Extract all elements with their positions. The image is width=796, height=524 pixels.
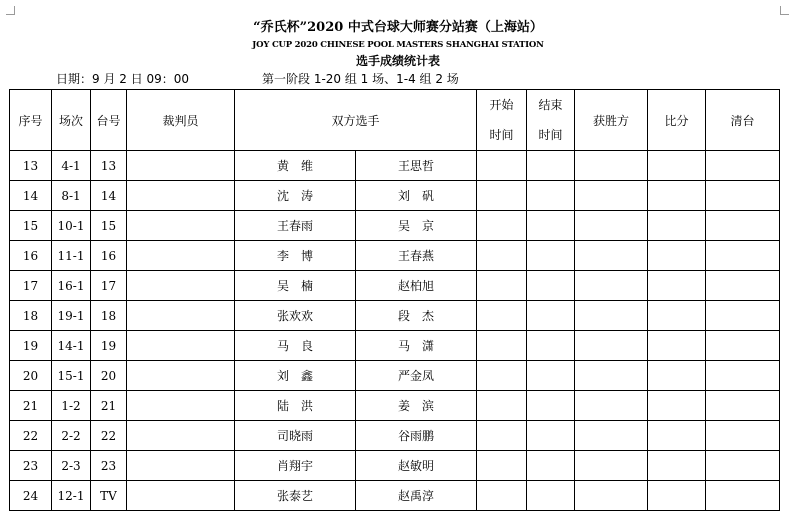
page-corner-mark-right (780, 6, 789, 15)
cell-referee (127, 301, 235, 331)
cell-player-2: 王春燕 (356, 241, 477, 271)
cell-end-time (527, 211, 575, 241)
cell-clear (706, 211, 780, 241)
cell-winner (575, 331, 648, 361)
cell-player-2: 吴 京 (356, 211, 477, 241)
cell-winner (575, 271, 648, 301)
cell-score (648, 301, 706, 331)
header-end-line2: 时间 (538, 128, 563, 142)
header-score: 比分 (648, 90, 706, 151)
cell-player-1: 王春雨 (235, 211, 356, 241)
cell-table: 17 (91, 271, 127, 301)
cell-player-2: 马 潇 (356, 331, 477, 361)
cell-end-time (527, 271, 575, 301)
cell-referee (127, 451, 235, 481)
cell-winner (575, 451, 648, 481)
cell-end-time (527, 301, 575, 331)
cell-end-time (527, 181, 575, 211)
header-start-line2: 时间 (489, 128, 514, 142)
cell-player-1: 沈 涛 (235, 181, 356, 211)
cell-match: 4-1 (52, 151, 91, 181)
cell-end-time (527, 451, 575, 481)
cell-end-time (527, 421, 575, 451)
cell-referee (127, 481, 235, 511)
cell-score (648, 211, 706, 241)
cell-start-time (477, 331, 527, 361)
cell-match: 2-3 (52, 451, 91, 481)
cell-no: 17 (10, 271, 52, 301)
cell-score (648, 151, 706, 181)
cell-winner (575, 421, 648, 451)
cell-table: TV (91, 481, 127, 511)
cell-start-time (477, 301, 527, 331)
cell-no: 21 (10, 391, 52, 421)
table-row (10, 361, 780, 391)
cell-score (648, 391, 706, 421)
cell-player-1: 张泰艺 (235, 481, 356, 511)
cell-match: 15-1 (52, 361, 91, 391)
cell-match: 19-1 (52, 301, 91, 331)
cell-score (648, 331, 706, 361)
header-start-time (477, 90, 527, 151)
cell-table: 23 (91, 451, 127, 481)
cell-no: 13 (10, 151, 52, 181)
cell-score (648, 481, 706, 511)
cell-table: 13 (91, 151, 127, 181)
cell-winner (575, 241, 648, 271)
results-table (9, 89, 780, 511)
cell-start-time (477, 151, 527, 181)
cell-table: 18 (91, 301, 127, 331)
cell-table: 21 (91, 391, 127, 421)
cell-player-2: 刘 矾 (356, 181, 477, 211)
cell-winner (575, 181, 648, 211)
header-winner: 获胜方 (575, 90, 648, 151)
table-row (10, 481, 780, 511)
cell-table: 16 (91, 241, 127, 271)
cell-start-time (477, 211, 527, 241)
cell-referee (127, 181, 235, 211)
cell-end-time (527, 331, 575, 361)
cell-table: 14 (91, 181, 127, 211)
cell-start-time (477, 271, 527, 301)
cell-match: 16-1 (52, 271, 91, 301)
cell-score (648, 241, 706, 271)
cell-table: 15 (91, 211, 127, 241)
cell-clear (706, 181, 780, 211)
cell-player-1: 张欢欢 (235, 301, 356, 331)
cell-match: 11-1 (52, 241, 91, 271)
date-line: 日期：9 月 2 日 09：00 (56, 72, 190, 86)
cell-score (648, 361, 706, 391)
cell-player-1: 吴 楠 (235, 271, 356, 301)
cell-winner (575, 361, 648, 391)
header-table: 台号 (91, 90, 127, 151)
header-clear: 清台 (706, 90, 780, 151)
table-row (10, 451, 780, 481)
cell-start-time (477, 241, 527, 271)
cell-start-time (477, 391, 527, 421)
table-row (10, 331, 780, 361)
cell-start-time (477, 181, 527, 211)
cell-player-1: 陆 洪 (235, 391, 356, 421)
cell-player-2: 王思哲 (356, 151, 477, 181)
cell-player-2: 段 杰 (356, 301, 477, 331)
cell-referee (127, 271, 235, 301)
table-row (10, 301, 780, 331)
cell-clear (706, 481, 780, 511)
table-row (10, 181, 780, 211)
cell-table: 20 (91, 361, 127, 391)
cell-score (648, 181, 706, 211)
cell-player-2: 谷雨鹏 (356, 421, 477, 451)
cell-referee (127, 211, 235, 241)
cell-player-2: 赵柏旭 (356, 271, 477, 301)
cell-end-time (527, 241, 575, 271)
cell-no: 23 (10, 451, 52, 481)
cell-no: 19 (10, 331, 52, 361)
cell-score (648, 271, 706, 301)
cell-winner (575, 151, 648, 181)
cell-match: 14-1 (52, 331, 91, 361)
cell-end-time (527, 361, 575, 391)
header-match: 场次 (52, 90, 91, 151)
table-row (10, 211, 780, 241)
cell-end-time (527, 151, 575, 181)
cell-start-time (477, 481, 527, 511)
cell-clear (706, 361, 780, 391)
cell-player-1: 黄 维 (235, 151, 356, 181)
cell-winner (575, 301, 648, 331)
cell-clear (706, 241, 780, 271)
cell-start-time (477, 361, 527, 391)
document-subtitle: 选手成绩统计表 (355, 54, 440, 68)
cell-player-2: 赵敏明 (356, 451, 477, 481)
cell-no: 22 (10, 421, 52, 451)
document-subtitle-english: JOY CUP 2020 CHINESE POOL MASTERS SHANGHAI STATION (252, 40, 544, 50)
cell-player-1: 马 良 (235, 331, 356, 361)
cell-score (648, 421, 706, 451)
table-header-row (10, 90, 780, 151)
cell-match: 12-1 (52, 481, 91, 511)
cell-referee (127, 241, 235, 271)
cell-referee (127, 331, 235, 361)
cell-player-2: 姜 滨 (356, 391, 477, 421)
table-row (10, 241, 780, 271)
cell-player-2: 赵禹淳 (356, 481, 477, 511)
cell-player-1: 司晓雨 (235, 421, 356, 451)
cell-winner (575, 481, 648, 511)
cell-winner (575, 211, 648, 241)
cell-end-time (527, 391, 575, 421)
cell-clear (706, 421, 780, 451)
page-corner-mark-left (6, 6, 15, 15)
header-end-time (527, 90, 575, 151)
header-no: 序号 (10, 90, 52, 151)
cell-referee (127, 421, 235, 451)
header-referee: 裁判员 (127, 90, 235, 151)
cell-end-time (527, 481, 575, 511)
cell-match: 8-1 (52, 181, 91, 211)
cell-no: 15 (10, 211, 52, 241)
cell-match: 2-2 (52, 421, 91, 451)
cell-no: 24 (10, 481, 52, 511)
cell-player-1: 刘 鑫 (235, 361, 356, 391)
cell-match: 10-1 (52, 211, 91, 241)
cell-clear (706, 151, 780, 181)
header-start-line1: 开始 (489, 98, 514, 112)
stage-line: 第一阶段 1-20 组 1 场、1-4 组 2 场 (262, 72, 459, 86)
header-end-line1: 结束 (538, 98, 563, 112)
header-players: 双方选手 (235, 90, 477, 151)
table-row (10, 421, 780, 451)
cell-clear (706, 271, 780, 301)
cell-start-time (477, 421, 527, 451)
cell-referee (127, 391, 235, 421)
cell-no: 20 (10, 361, 52, 391)
table-row (10, 391, 780, 421)
table-body (10, 151, 780, 511)
cell-player-1: 肖翔宇 (235, 451, 356, 481)
cell-score (648, 451, 706, 481)
cell-clear (706, 331, 780, 361)
cell-player-2: 严金凤 (356, 361, 477, 391)
cell-no: 16 (10, 241, 52, 271)
cell-player-1: 李 博 (235, 241, 356, 271)
document-title: “乔氏杯”2020 中式台球大师赛分站赛（上海站） (253, 20, 543, 35)
cell-winner (575, 391, 648, 421)
cell-table: 22 (91, 421, 127, 451)
cell-clear (706, 301, 780, 331)
cell-table: 19 (91, 331, 127, 361)
cell-no: 14 (10, 181, 52, 211)
cell-clear (706, 451, 780, 481)
cell-match: 1-2 (52, 391, 91, 421)
cell-referee (127, 151, 235, 181)
table-row (10, 151, 780, 181)
cell-no: 18 (10, 301, 52, 331)
cell-referee (127, 361, 235, 391)
cell-clear (706, 391, 780, 421)
table-row (10, 271, 780, 301)
cell-start-time (477, 451, 527, 481)
